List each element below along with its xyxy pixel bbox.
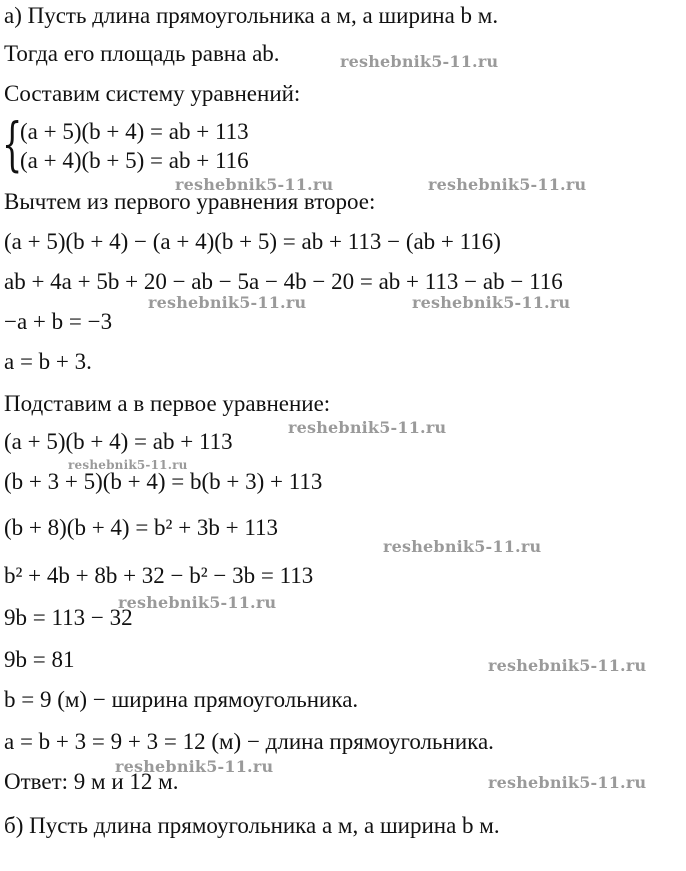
equation-line: 9b = 113 − 32 [4,605,133,630]
watermark: reshebnik5-11.ru [288,418,447,437]
equation-line: 9b = 81 [4,647,75,672]
text-line-area: Тогда его площадь равна ab. [4,41,280,66]
text-line-subtract: Вычтем из первого уравнения второе: [4,189,376,214]
text-line-part-b-intro: б) Пусть длина прямоугольника a м, а ширина b м. [4,813,500,838]
text-line-width-result: b = 9 (м) − ширина прямоугольника. [4,687,359,712]
watermark: reshebnik5-11.ru [68,458,188,472]
equation-line: (a + 5)(b + 4) = ab + 113 [4,429,233,454]
equation-line: b² + 4b + 8b + 32 − b² − 3b = 113 [4,563,314,588]
equation-line: ab + 4a + 5b + 20 − ab − 5a − 4b − 20 = ab + 113 − ab − 116 [4,269,563,294]
watermark: reshebnik5-11.ru [412,293,571,312]
watermark: reshebnik5-11.ru [340,52,499,71]
watermark: reshebnik5-11.ru [428,175,587,194]
watermark: reshebnik5-11.ru [175,175,334,194]
equation-line: a = b + 3. [4,349,92,374]
answer-line: Ответ: 9 м и 12 м. [4,769,179,794]
text-line-substitute: Подставим a в первое уравнение: [4,391,331,416]
text-line-part-a-intro: а) Пусть длина прямоугольника a м, а ширина b м. [4,3,499,28]
equation-line: −a + b = −3 [4,309,113,334]
watermark: reshebnik5-11.ru [148,293,307,312]
watermark: reshebnik5-11.ru [115,757,274,776]
watermark: reshebnik5-11.ru [383,537,542,556]
system-brace: { [2,110,23,178]
watermark: reshebnik5-11.ru [488,656,647,675]
watermark: reshebnik5-11.ru [118,593,277,612]
watermark: reshebnik5-11.ru [488,773,647,792]
equation-system-second: (a + 4)(b + 5) = ab + 116 [20,148,249,173]
equation-system-first: (a + 5)(b + 4) = ab + 113 [20,119,249,144]
equation-line: (b + 8)(b + 4) = b² + 3b + 113 [4,515,279,540]
text-line-length-result: a = b + 3 = 9 + 3 = 12 (м) − длина прямоугольника. [4,729,494,754]
equation-line: (b + 3 + 5)(b + 4) = b(b + 3) + 113 [4,469,323,494]
equation-line: (a + 5)(b + 4) − (a + 4)(b + 5) = ab + 113 − (ab + 116) [4,229,501,254]
text-line-system-intro: Составим систему уравнений: [4,81,301,106]
